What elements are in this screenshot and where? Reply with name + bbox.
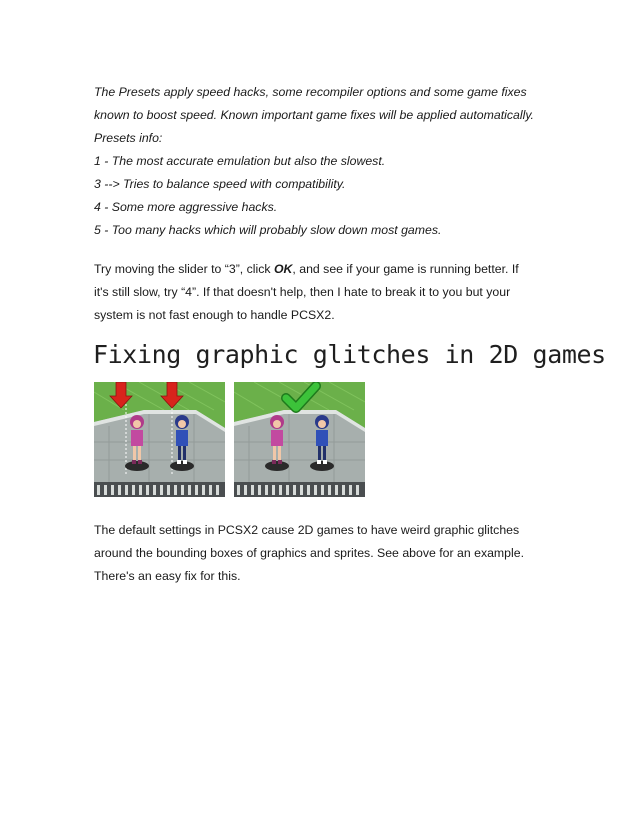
preset-4-description: 4 - Some more aggressive hacks. (94, 200, 278, 214)
glitched-screenshot (94, 382, 225, 497)
preset-5-description: 5 - Too many hacks which will probably slow down most games. (94, 223, 442, 237)
advice-text-continued: , and see if your game is running better. If (292, 262, 519, 276)
section-heading: Fixing graphic glitches in 2D games (93, 340, 606, 369)
advice-text: Try moving the slider to “3”, click (94, 262, 274, 276)
glitch-line-2: around the bounding boxes of graphics and sprites. See above for an example. (94, 546, 524, 560)
advice-line-2: it's still slow, try “4”. If that doesn't help, then I hate to break it to you but your (94, 285, 511, 299)
presets-intro-line-2: known to boost speed. Known important game fixes will be applied automatically. (94, 108, 534, 122)
preset-3-description: 3 --> Tries to balance speed with compatibility. (94, 177, 346, 191)
advice-line-1 (94, 261, 519, 277)
ok-emphasis: OK (273, 262, 293, 276)
advice-line-3: system is not fast enough to handle PCSX2. (94, 308, 335, 322)
presets-intro-line-1: The Presets apply speed hacks, some recompiler options and some game fixes (94, 85, 527, 99)
glitch-line-1: The default settings in PCSX2 cause 2D games to have weird graphic glitches (94, 523, 520, 537)
fixed-screenshot (234, 382, 365, 497)
glitch-line-3: There's an easy fix for this. (94, 569, 241, 583)
preset-1-description: 1 - The most accurate emulation but also the slowest. (94, 154, 386, 168)
presets-info-label: Presets info: (94, 131, 163, 145)
